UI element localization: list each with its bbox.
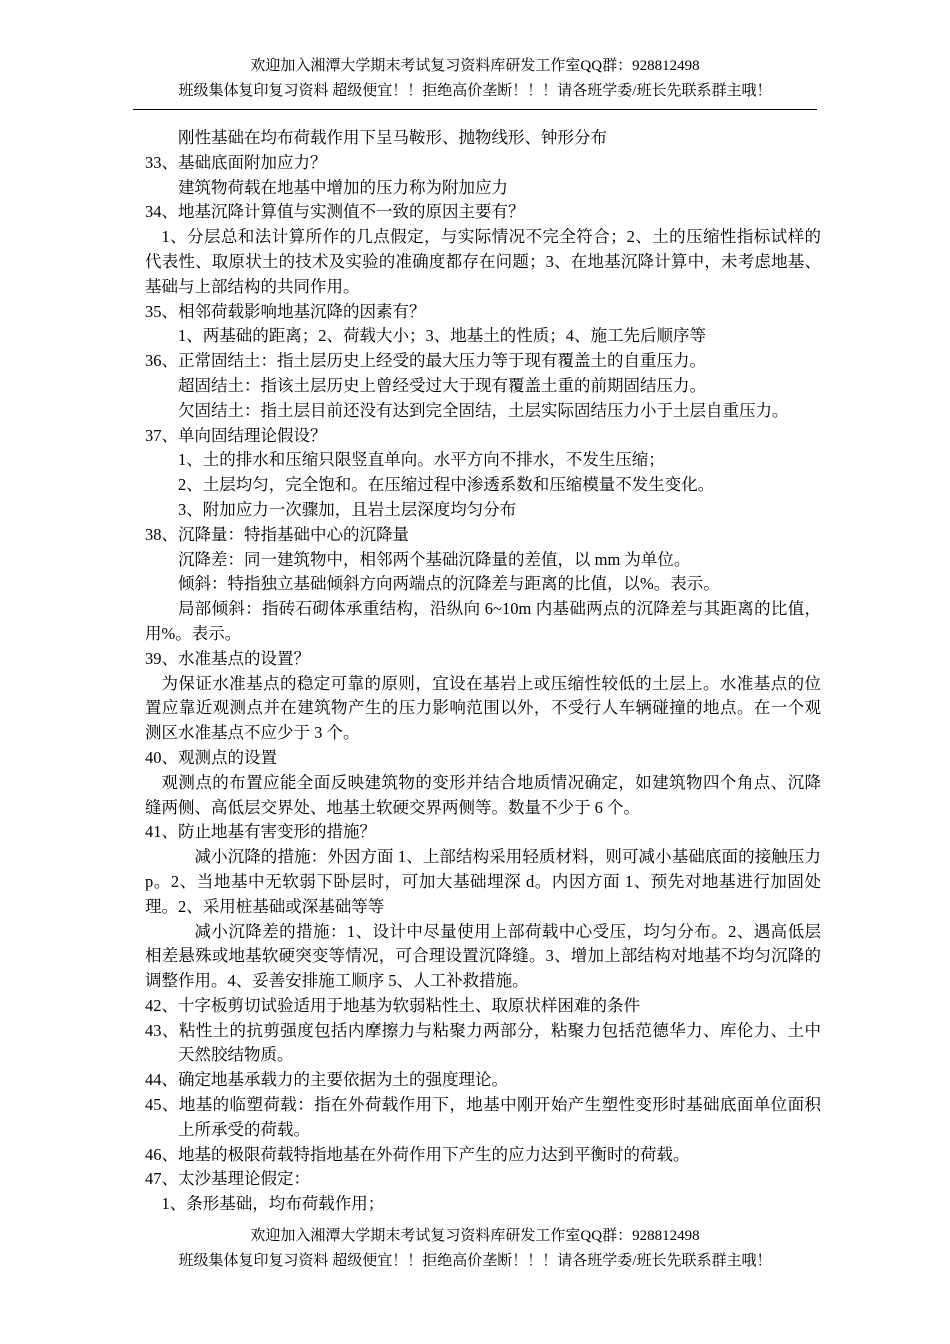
document-paragraph: 观测点的布置应能全面反映建筑物的变形并结合地质情况确定，如建筑物四个角点、沉降缝两侧、高低层交界处、地基土软硬交界两侧等。数量不少于 6 个。 (145, 772, 821, 817)
header-line-1: 欢迎加入湘潭大学期末考试复习资料库研发工作室QQ群：928812498 (250, 58, 700, 74)
document-paragraph: 35、相邻荷载影响地基沉降的因素有？ (145, 301, 426, 321)
document-paragraph: 34、地基沉降计算值与实测值不一致的原因主要有？ (145, 202, 525, 222)
document-paragraph: 43、粘性土的抗剪强度包括内摩擦力与粘聚力两部分，粘聚力包括范德华力、库伦力、土中天然胶结物质。 (145, 1020, 821, 1065)
header-line-2: 班级集体复印复习资料 超级便宜！！拒绝高价垄断！！！请各班学委/班长先联系群主哦！ (178, 83, 772, 99)
document-paragraph: 45、地基的临塑荷载：指在外荷载作用下，地基中刚开始产生塑性变形时基础底面单位面积上所承受的荷载。 (145, 1095, 821, 1139)
document-paragraph: 46、地基的极限荷载特指地基在外荷作用下产生的应力达到平衡时的荷载。 (145, 1144, 690, 1164)
document-paragraph: 41、防止地基有害变形的措施？ (145, 822, 376, 842)
document-paragraph: 1、条形基础，均布荷载作用； (161, 1194, 385, 1214)
document-paragraph: 1、两基础的距离；2、荷载大小；3、地基土的性质；4、施工先后顺序等 (178, 326, 706, 346)
document-body (145, 126, 821, 1217)
document-paragraph: 倾斜：特指独立基础倾斜方向两端点的沉降差与距离的比值，以%。表示。 (178, 574, 720, 594)
footer-line-1: 欢迎加入湘潭大学期末考试复习资料库研发工作室QQ群：928812498 (250, 1228, 700, 1244)
page-footer (133, 1224, 817, 1274)
document-paragraph: 36、正常固结土：指土层历史上经受的最大压力等于现有覆盖土的自重压力。 (145, 351, 706, 371)
document-paragraph: 减小沉降差的措施：1、设计中尽量使用上部荷载中心受压，均匀分布。2、遇高低层相差悬殊或地基软硬突变等情况，可合理设置沉降缝。3、增加上部结构对地基不均匀沉降的调整作用。4、妥善安排施工顺序 5、人工补救措施。 (145, 921, 821, 991)
document-paragraph: 减小沉降的措施：外因方面 1、上部结构采用轻质材料，则可减小基础底面的接触压力 p。2、当地基中无软弱下卧层时，可加大基础埋深 d。内因方面 1、预先对地基进行加固处理。2、采用桩基础或深基础等等 (145, 847, 821, 916)
document-paragraph: 39、水准基点的设置？ (145, 648, 310, 668)
document-paragraph: 1、分层总和法计算所作的几点假定，与实际情况不完全符合；2、土的压缩性指标试样的代表性、取原状土的技术及实验的准确度都存在问题；3、在地基沉降计算中，未考虑地基、基础与上部结构的共同作用。 (145, 227, 821, 296)
page-header (133, 54, 817, 110)
document-paragraph: 局部倾斜：指砖石砌体承重结构，沿纵向 6~10m 内基础两点的沉降差与其距离的比值，用%。表示。 (145, 599, 821, 643)
document-paragraph: 42、十字板剪切试验适用于地基为软弱粘性土、取原状样困难的条件 (145, 995, 640, 1015)
document-paragraph: 33、基础底面附加应力？ (145, 152, 327, 172)
document-paragraph: 44、确定地基承载力的主要依据为土的强度理论。 (145, 1070, 508, 1090)
document-paragraph: 2、土层均匀，完全饱和。在压缩过程中渗透系数和压缩模量不发生变化。 (178, 475, 715, 495)
document-paragraph: 超固结土：指该土层历史上曾经受过大于现有覆盖土重的前期固结压力。 (178, 375, 706, 395)
document-paragraph: 为保证水准基点的稳定可靠的原则，宜设在基岩上或压缩性较低的土层上。水准基点的位置应靠近观测点并在建筑物产生的压力影响范围以外，不受行人车辆碰撞的地点。在一个观测区水准基点不应少于 3 个。 (145, 673, 821, 743)
footer-line-2: 班级集体复印复习资料 超级便宜！！拒绝高价垄断！！！请各班学委/班长先联系群主哦！ (178, 1253, 772, 1269)
document-paragraph: 建筑物荷载在地基中增加的压力称为附加应力 (178, 177, 508, 197)
document-paragraph: 刚性基础在均布荷载作用下呈马鞍形、抛物线形、钟形分布 (178, 128, 607, 147)
document-paragraph: 欠固结土：指土层目前还没有达到完全固结，土层实际固结压力小于土层自重压力。 (178, 400, 789, 420)
document-paragraph: 37、单向固结理论假设？ (145, 425, 327, 445)
document-paragraph: 1、土的排水和压缩只限竖直单向。水平方向不排水，不发生压缩； (178, 450, 665, 470)
document-paragraph: 3、附加应力一次骤加，且岩土层深度均匀分布 (178, 499, 517, 519)
document-paragraph: 38、沉降量：特指基础中心的沉降量 (145, 524, 409, 544)
document-paragraph: 40、观测点的设置 (145, 747, 277, 767)
document-paragraph: 沉降差：同一建筑物中，相邻两个基础沉降量的差值，以 mm 为单位。 (178, 549, 691, 569)
document-paragraph: 47、太沙基理论假定： (145, 1169, 310, 1189)
